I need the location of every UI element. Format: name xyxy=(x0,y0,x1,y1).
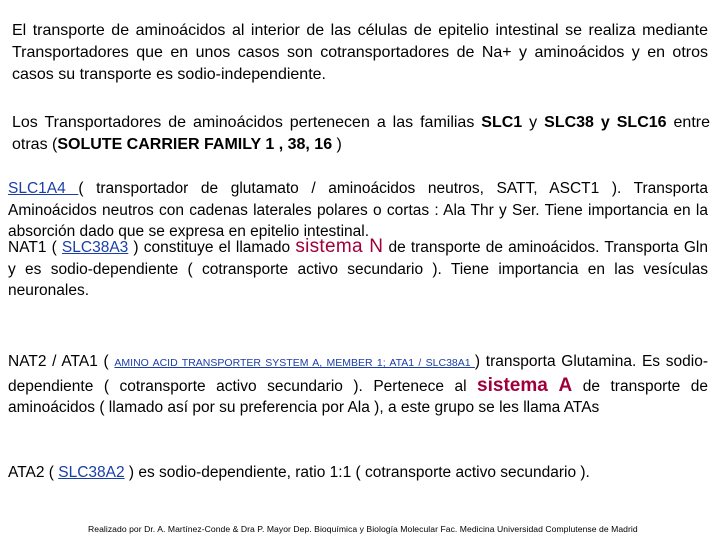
families-text-2: y xyxy=(522,114,545,131)
nat2-text-1: NAT2 / ATA1 ( xyxy=(8,353,115,370)
nat2-text-2: ) transporta Glutamina. Es sodio-dependiente ( cotransporte activo secundario ). Pertenece al xyxy=(8,353,708,395)
ata1-slc38a1-link[interactable]: AMINO ACID TRANSPORTER SYSTEM A, MEMBER 1; ATA1 / SLC38A1 xyxy=(114,357,475,369)
nat1-text-3: de transporte de aminoácidos. Transporta Gln y es sodio-dependiente ( cotransporte activo secundario ). Tiene importancia en las vesículas neuronales. xyxy=(8,239,708,299)
slc1a4-description: ( transportador de glutamato / aminoácidos neutros, SATT, ASCT1 ). Transporta Aminoácidos neutros con cadenas laterales polares o cortas : Ala Thr y Ser. Tiene importancia en la absorción dado que se expresa en epitelio intestinal. xyxy=(8,180,708,240)
slc1a4-link[interactable]: SLC1A4 xyxy=(8,180,79,197)
ata2-text-2: ) es sodio-dependiente, ratio 1:1 ( cotransporte activo secundario ). xyxy=(124,464,590,481)
nat1-text-2: ) constituye el llamado xyxy=(128,239,296,256)
paragraph-ata2 xyxy=(8,462,708,484)
families-text-1: Los Transportadores de aminoácidos pertenecen a las familias xyxy=(12,114,482,131)
family-slc38-slc16: SLC38 y SLC16 xyxy=(544,114,667,131)
sistema-n-label: sistema N xyxy=(295,236,384,257)
nat1-text-1: NAT1 ( xyxy=(8,239,62,256)
families-text-3: entre otras ( xyxy=(12,114,710,153)
family-slc1: SLC1 xyxy=(481,114,523,131)
sistema-a-label: sistema A xyxy=(477,374,573,396)
nat2-text-3: de transporte de aminoácidos ( llamado así por su preferencia por Ala ), a este grupo se les llama ATAs xyxy=(8,377,708,416)
slc38a2-link[interactable]: SLC38A2 xyxy=(58,464,125,481)
paragraph-families xyxy=(12,112,710,156)
paragraph-intro xyxy=(12,20,708,86)
paragraph-slc1a4 xyxy=(8,178,708,243)
slc38a3-link[interactable]: SLC38A3 xyxy=(61,239,129,256)
intro-text: El transporte de aminoácidos al interior de las células de epitelio intestinal se realiza mediante Transportadores que en unos casos son cotransportadores de Na+ y aminoácidos y en otros casos su transporte es sodio-independiente. xyxy=(12,22,708,83)
footer-credits: Realizado por Dr. A. Martínez-Conde & Dra P. Mayor Dep. Bioquímica y Biología Molecular Fac. Medicina Universidad Complutense de Madrid xyxy=(88,524,638,534)
paragraph-nat2-ata1 xyxy=(8,351,708,419)
solute-carrier-family-name: SOLUTE CARRIER FAMILY 1 , 38, 16 xyxy=(57,136,333,153)
paragraph-nat1 xyxy=(8,236,708,302)
ata2-text-1: ATA2 ( xyxy=(8,464,59,481)
families-text-4: ) xyxy=(332,136,342,153)
